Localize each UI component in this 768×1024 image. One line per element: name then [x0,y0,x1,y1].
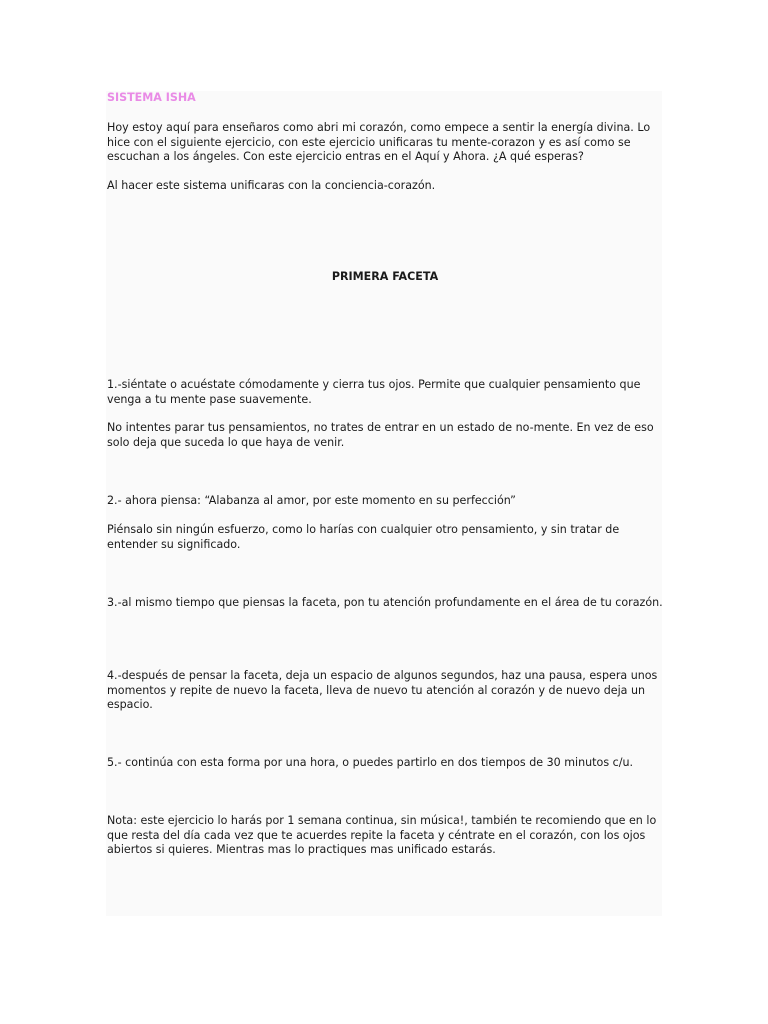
document-title: SISTEMA ISHA [107,91,196,104]
section-heading: PRIMERA FACETA [331,270,439,283]
note-paragraph: Nota: este ejercicio lo harás por 1 semana continua, sin música!, también te recomiendo que en lo que resta del día cada vez que te acuerdes repite la faceta y céntrate en el corazón, con los ojos abiertos si quieres. Mientras mas lo practiques mas unificado estarás. [107,814,657,857]
intro-paragraph: Hoy estoy aquí para enseñaros como abri mi corazón, como empece a sentir la energía divina. Lo hice con el siguiente ejercicio, con este ejercicio unificaras tu mente-corazon y es así como se escuchan a los ángeles. Con este ejercicio entras en el Aquí y Ahora. ¿A qué esperas? [107,121,651,164]
intro-paragraph-2: Al hacer este sistema unificaras con la conciencia-corazón. [107,179,436,192]
step-paragraph: 2.- ahora piensa: “Alabanza al amor, por este momento en su perfección” [107,494,516,507]
step-paragraph: 1.-siéntate o acuéstate cómodamente y cierra tus ojos. Permite que cualquier pensamiento que venga a tu mente pase suavemente. [107,378,641,406]
step-paragraph: 4.-después de pensar la faceta, deja un espacio de algunos segundos, haz una pausa, espera unos momentos y repite de nuevo la faceta, lleva de nuevo tu atención al corazón y de nuevo deja un espacio. [107,669,658,712]
step-paragraph: 3.-al mismo tiempo que piensas la faceta, pon tu atención profundamente en el área de tu corazón. [107,596,663,609]
step-paragraph: 5.- continúa con esta forma por una hora, o puedes partirlo en dos tiempos de 30 minutos c/u. [107,756,634,769]
step-paragraph: Piénsalo sin ningún esfuerzo, como lo harías con cualquier otro pensamiento, y sin tratar de entender su significado. [107,523,620,551]
step-paragraph: No intentes parar tus pensamientos, no trates de entrar en un estado de no-mente. En vez de eso solo deja que suceda lo que haya de venir. [107,421,654,449]
